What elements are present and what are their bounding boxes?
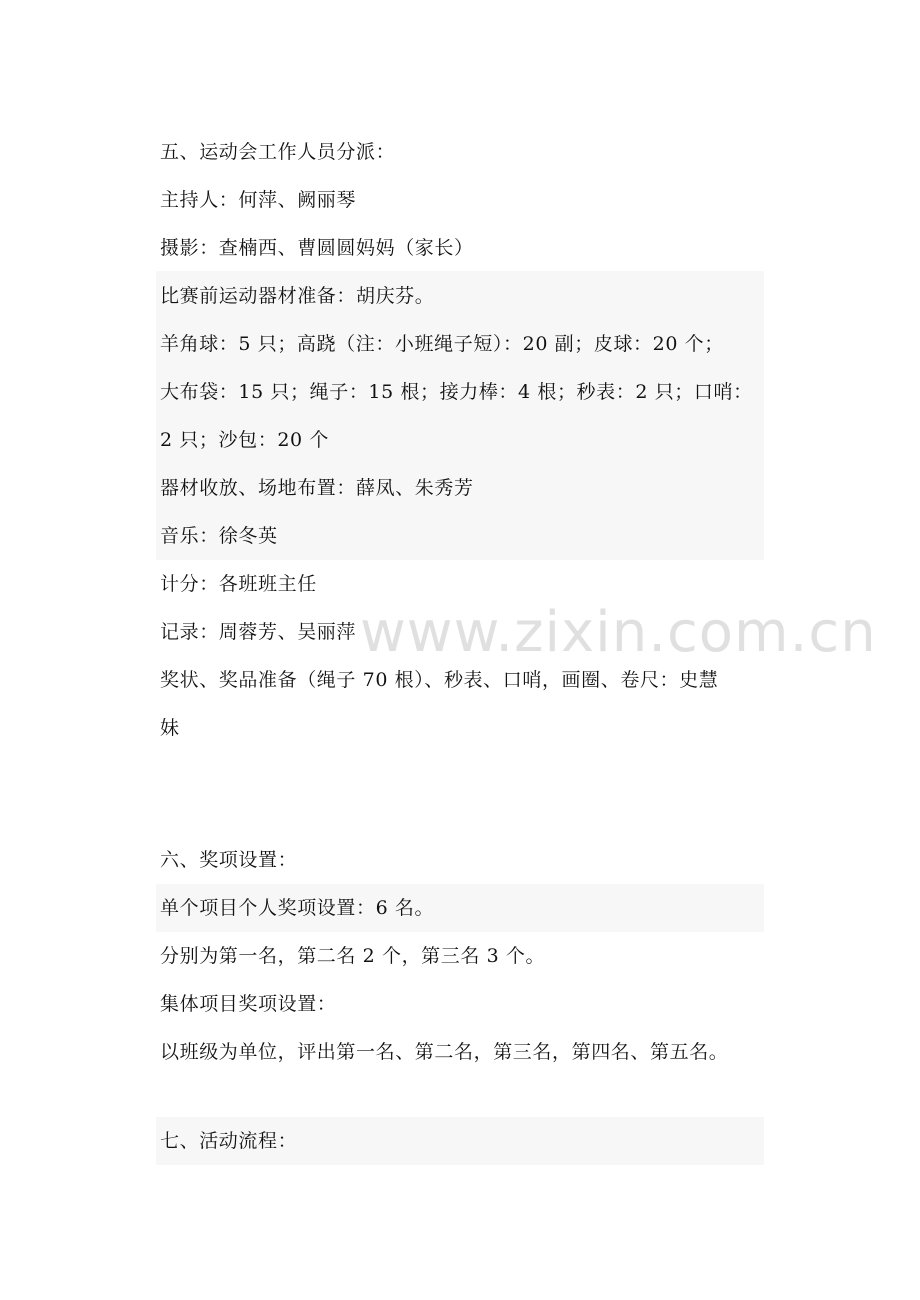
host-line: 主持人：何萍、阙丽琴: [160, 189, 357, 211]
awards-line: 妹: [160, 717, 180, 739]
equipment-prep-line: 比赛前运动器材准备：胡庆芬。: [160, 285, 435, 307]
record-line: 记录：周蓉芳、吴丽萍: [160, 621, 357, 643]
individual-awards-detail: 分别为第一名，第二名 2 个，第三名 3 个。: [160, 945, 546, 967]
equipment-list-line: 羊角球：5 只；高跷（注：小班绳子短）：20 副；皮球：20 个；: [160, 333, 724, 355]
music-line: 音乐：徐冬英: [160, 525, 278, 547]
group-awards-detail: 以班级为单位，评出第一名、第二名，第三名，第四名、第五名。: [160, 1041, 729, 1063]
awards-line: 奖状、奖品准备（绳子 70 根）、秒表、口哨，画圈、卷尺：史慧: [160, 669, 719, 691]
individual-awards-line: 单个项目个人奖项设置：6 名。: [160, 897, 435, 919]
group-awards-line: 集体项目奖项设置：: [160, 993, 337, 1015]
section-5-heading: 五、运动会工作人员分派：: [160, 141, 396, 163]
watermark: www.zixin.com.cn: [360, 600, 877, 665]
scoring-line: 计分：各班班主任: [160, 573, 317, 595]
equipment-list-line: 大布袋：15 只；绳子：15 根；接力棒：4 根；秒表：2 只；口哨：: [160, 381, 753, 403]
highlight-band: [156, 271, 764, 560]
storage-line: 器材收放、场地布置：薛凤、朱秀芳: [160, 477, 474, 499]
equipment-list-line: 2 只；沙包：20 个: [160, 429, 329, 451]
section-6-heading: 六、奖项设置：: [160, 849, 298, 871]
section-7-heading: 七、活动流程：: [160, 1130, 298, 1152]
photo-line: 摄影：查楠西、曹圆圆妈妈（家长）: [160, 237, 474, 259]
